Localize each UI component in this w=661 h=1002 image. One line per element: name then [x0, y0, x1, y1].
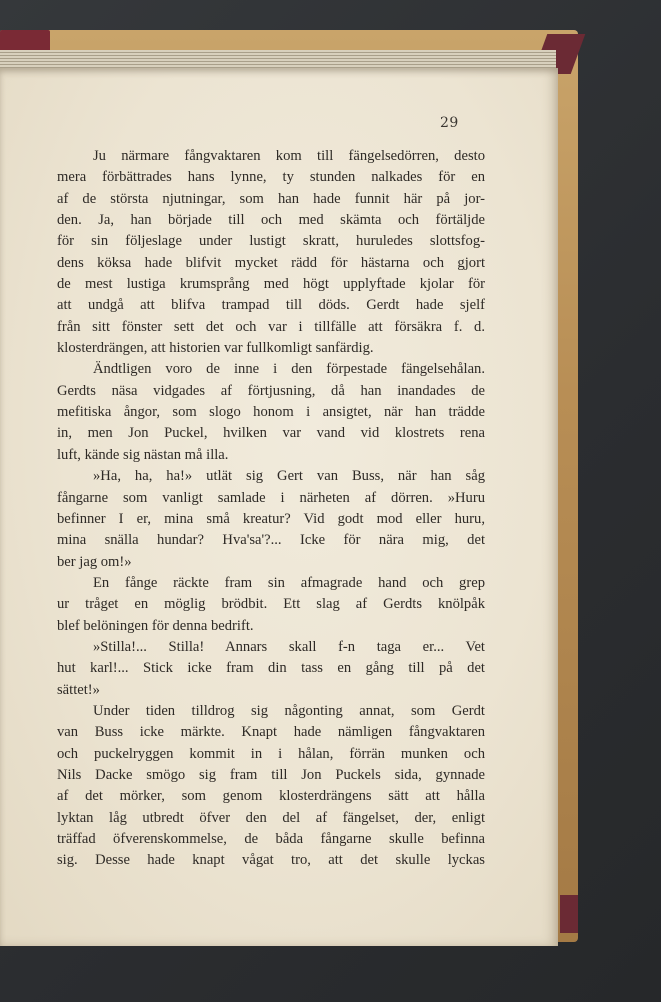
page-number: 29 — [440, 115, 459, 131]
text-line: »Ha, ha, ha!» utlät sig Gert van Buss, när han såg — [93, 468, 485, 485]
cover-corner-top-left — [0, 30, 50, 52]
text-line: Nils Dacke smögo sig fram till Jon Puckels sida, gynnade — [57, 766, 485, 783]
text-line: hut karl!... Stick icke fram din tass en gång till på det — [57, 660, 485, 677]
cover-corner-bottom-right — [560, 895, 578, 933]
text-line: af de största njutningar, som han hade funnit här på jor- — [57, 190, 485, 207]
text-line: ur tråget en möglig brödbit. Ett slag af Gerdts knölpåk — [57, 596, 485, 613]
text-line: sig. Desse hade knapt vågat tro, att det skulle lyckas — [57, 852, 485, 869]
text-line: Under tiden tilldrog sig någonting annat, som Gerdt — [93, 702, 485, 719]
text-line: de mest lustiga krumsprång med högt upplyftade kjolar för — [57, 276, 485, 293]
text-line: En fånge räckte fram sin afmagrade hand och grep — [93, 574, 485, 591]
text-line: in, men Jon Puckel, hvilken var vand vid klostrets rena — [57, 425, 485, 442]
text-line: »Stilla!... Stilla! Annars skall f-n taga er... Vet — [93, 638, 485, 655]
text-line: sättet!» — [57, 681, 100, 698]
text-line: lyktan låg utbredt öfver den del af fängelset, der, enligt — [57, 809, 485, 826]
text-line: att undgå att blifva trampad till döds. Gerdt hade sjelf — [57, 297, 485, 314]
text-line: den. Ja, han började till och med skämta och förtäljde — [57, 212, 485, 229]
text-line: dens köksa hade blifvit mycket rädd för hästarna och gjort — [57, 254, 485, 271]
text-line: Ju närmare fångvaktaren kom till fängelsedörren, desto — [93, 148, 485, 164]
text-line: ber jag om!» — [57, 553, 132, 570]
text-line: befinner I er, mina små kreatur? Vid godt mod eller huru, — [57, 510, 485, 527]
text-line: från sitt fönster sett det och var i tillfälle att försäkra f. d. — [57, 318, 485, 335]
text-line: van Buss icke märkte. Knapt hade nämligen fångvaktaren — [57, 724, 485, 741]
text-line: fångarne som vanligt samlade i närheten af dörren. »Huru — [57, 489, 485, 506]
text-line: Gerdts näsa vidgades af förtjusning, då han inandades de — [57, 382, 485, 399]
text-line: Ändtligen voro de inne i den förpestade fängelsehålan. — [93, 361, 485, 378]
page-edges — [0, 50, 556, 70]
text-line: mefitiska ångor, som slogo honom i ansigtet, när han trädde — [57, 404, 485, 421]
text-line: blef belöningen för denna bedrift. — [57, 617, 254, 634]
text-line: och puckelryggen kommit in i hålan, förrän munken och — [57, 745, 485, 762]
text-line: mina snälla hundar? Hva'sa'?... Icke för nära mig, det — [57, 532, 485, 549]
text-line: mera förbättrades hans lynne, ty stunden nalkades för en — [57, 169, 485, 186]
text-line: luft, kände sig nästan må illa. — [57, 446, 229, 463]
text-line: af det mörker, som genom klosterdrängens sätt att hålla — [57, 788, 485, 805]
text-line: träffad öfverenskommelse, de båda fångarne skulle befinna — [57, 831, 485, 847]
text-line: klosterdrängen, att historien var fullkomligt sanfärdig. — [57, 340, 374, 357]
text-line: för sin följeslage under lustigt skratt, huruledes slottsfog- — [57, 233, 485, 250]
body-text — [57, 146, 485, 872]
